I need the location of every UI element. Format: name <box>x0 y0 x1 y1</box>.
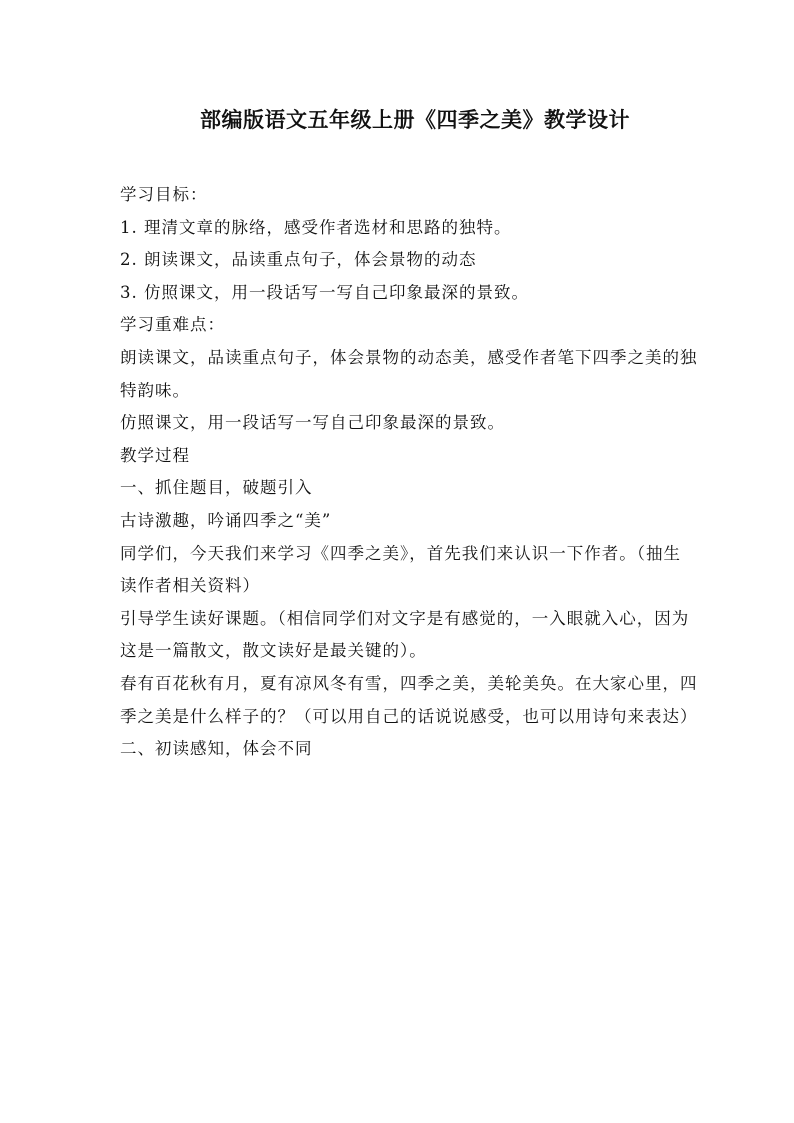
key-point-2: 仿照课文，用一段话写一写自己印象最深的景致。 <box>120 413 505 433</box>
objective-item-1: 1. 理清文章的脉络，感受作者选材和思路的独特。 <box>120 217 512 237</box>
step-1-paragraph-2: 引导学生读好课题。（相信同学们对文字是有感觉的，一入眼就入心，因为这是一篇散文，散文读好是最关键的）。 <box>120 608 690 661</box>
step-1-paragraph-3: 春有百花秋有月，夏有凉风冬有雪，四季之美，美轮美奂。在大家心里，四季之美是什么样子的？（可以用自己的话说说感受，也可以用诗句来表达） <box>120 673 698 726</box>
section-heading-key-points: 学习重难点： <box>120 315 225 335</box>
document-body <box>120 179 698 766</box>
step-heading-1: 一、抓住题目，破题引入 <box>120 478 313 498</box>
key-point-1: 朗读课文，品读重点句子，体会景物的动态美，感受作者笔下四季之美的独特韵味。 <box>120 347 698 400</box>
document-title: 部编版语文五年级上册《四季之美》教学设计 <box>200 108 630 132</box>
step-1-paragraph-1: 同学们，今天我们来学习《四季之美》，首先我们来认识一下作者。（抽生读作者相关资料） <box>120 543 681 596</box>
section-heading-objectives: 学习目标： <box>120 185 208 204</box>
step-heading-2: 二、初读感知，体会不同 <box>120 739 313 759</box>
step-1-subheading: 古诗激趣，吟诵四季之“美” <box>120 510 332 530</box>
objective-item-2: 2. 朗读课文，品读重点句子，体会景物的动态 <box>120 250 477 270</box>
objective-item-3: 3. 仿照课文，用一段话写一写自己印象最深的景致。 <box>120 282 529 302</box>
section-heading-process: 教学过程 <box>120 445 190 465</box>
